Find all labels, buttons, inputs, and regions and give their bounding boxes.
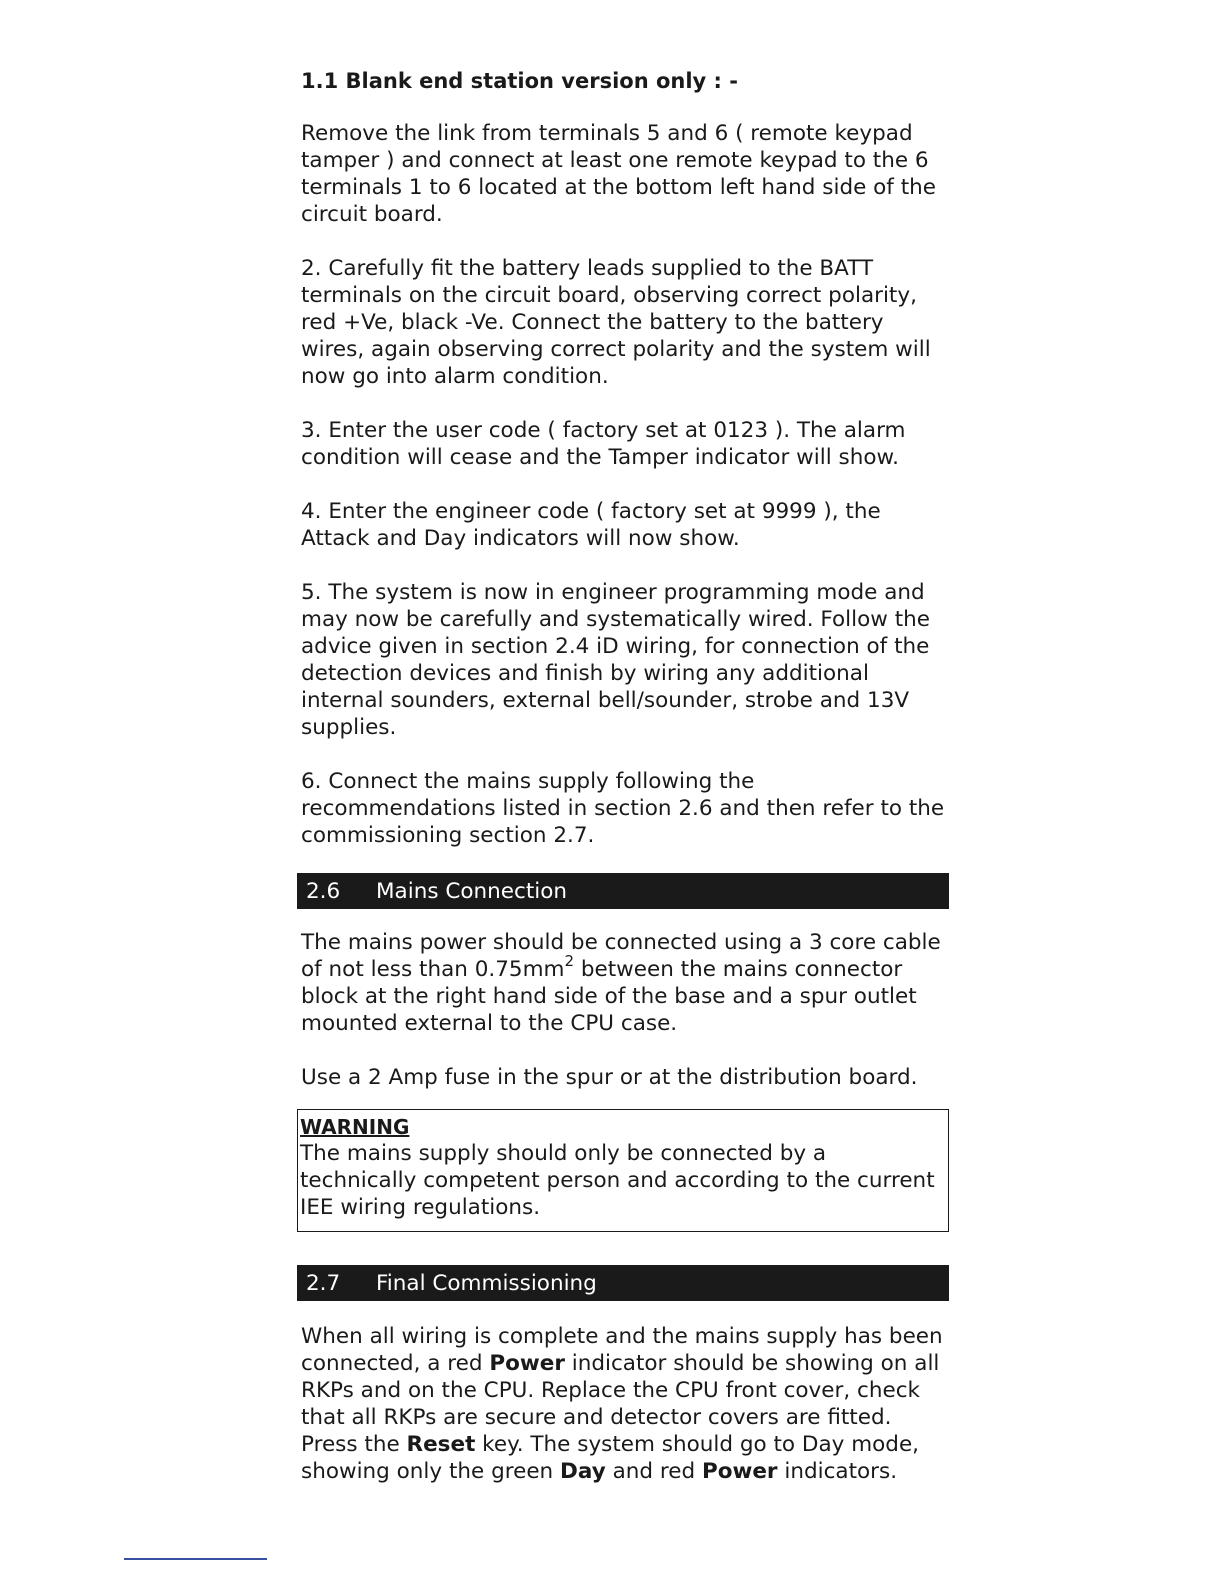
- intro-paragraph-1: Remove the link from terminals 5 and 6 ( remote keypad tamper ) and connect at least one remote keypad to the 6 terminals 1 to 6 located at the bottom left hand side of the circuit board.: [301, 121, 936, 227]
- section-number: 2.7: [306, 1270, 341, 1296]
- step-4-paragraph: 4. Enter the engineer code ( factory set at 9999 ), the Attack and Day indicators will now show.: [301, 499, 881, 551]
- step-3-paragraph: 3. Enter the user code ( factory set at 0123 ). The alarm condition will cease and the Tamper indicator will show.: [301, 418, 906, 470]
- section-number: 2.6: [306, 878, 341, 904]
- commissioning-text-4: and red: [605, 1459, 702, 1484]
- power-keyword-2: Power: [701, 1459, 778, 1484]
- day-keyword: Day: [560, 1459, 606, 1484]
- warning-text: The mains supply should only be connected by a technically competent person and according to the current IEE wiring regulations.: [300, 1141, 935, 1220]
- commissioning-paragraph: [301, 1323, 949, 1485]
- step-5-paragraph: 5. The system is now in engineer programming mode and may now be carefully and systematically wired. Follow the advice given in section 2.4 iD wiring, for connection of the detection devices and finish by wiring any additional internal sounders, external bell/sounder, strobe and 13V supplies.: [301, 580, 930, 740]
- mains-text-b: between the mains connector block at the right hand side of the base and a spur outlet mounted external to the CPU case.: [301, 957, 917, 1036]
- section-heading-mains-connection: [297, 873, 949, 909]
- warning-box: [297, 1109, 949, 1232]
- superscript-2: 2: [564, 952, 575, 970]
- section-title: Final Commissioning: [376, 1270, 597, 1296]
- mains-text-a: The mains power should be connected using a 3 core cable of not less than 0.75mm: [301, 930, 941, 982]
- fuse-paragraph: Use a 2 Amp fuse in the spur or at the distribution board.: [301, 1065, 918, 1090]
- commissioning-text-3: key. The system should go to Day mode, showing only the green: [301, 1432, 920, 1484]
- blank-end-station-heading: 1.1 Blank end station version only : -: [301, 69, 738, 93]
- step-6-paragraph: 6. Connect the mains supply following the recommendations listed in section 2.6 and then refer to the commissioning section 2.7.: [301, 769, 945, 848]
- section-heading-final-commissioning: [297, 1265, 949, 1301]
- commissioning-text-5: indicators.: [777, 1459, 898, 1484]
- warning-title: WARNING: [300, 1115, 410, 1139]
- manual-page: [301, 66, 949, 1485]
- step-2-paragraph: 2. Carefully fit the battery leads supplied to the BATT terminals on the circuit board, observing correct polarity, red +Ve, black -Ve. Connect the battery to the battery wires, again observing correct polarity and the system will now go into alarm condition.: [301, 256, 931, 389]
- mains-paragraph-1: [301, 929, 949, 1037]
- power-keyword: Power: [489, 1351, 565, 1376]
- commissioning-text-2: indicator should be showing on all RKPs and on the CPU. Replace the CPU front cover, check that all RKPs are secure and detector covers are fitted. Press the: [301, 1351, 940, 1457]
- reset-keyword: Reset: [406, 1432, 476, 1457]
- commissioning-text-1: When all wiring is complete and the mains supply has been connected, a red: [301, 1324, 943, 1376]
- footnote-rule: [124, 1558, 267, 1560]
- section-title: Mains Connection: [376, 878, 568, 904]
